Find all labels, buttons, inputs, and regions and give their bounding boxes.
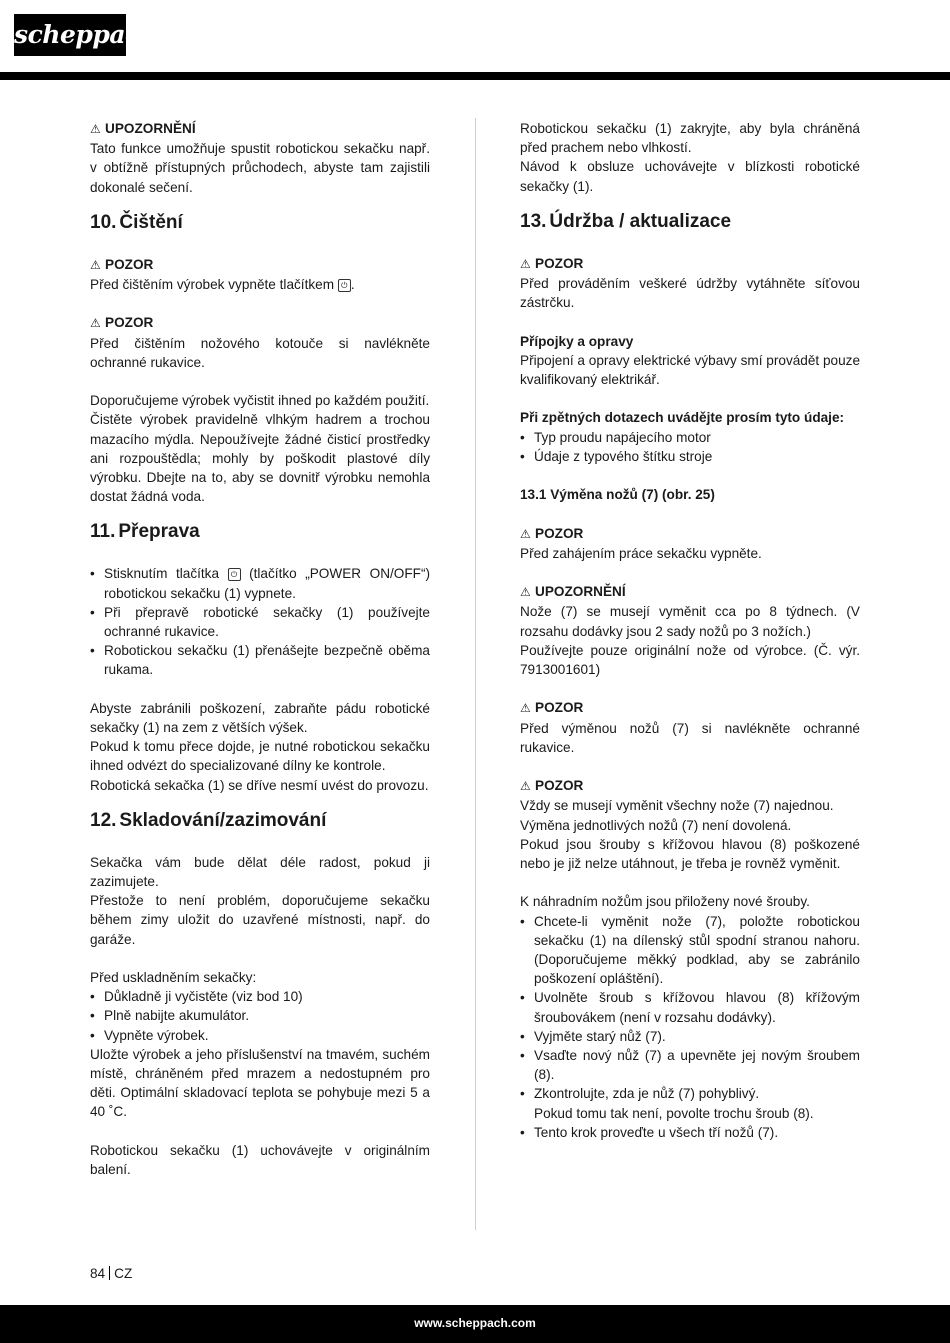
list-item: • Tento krok proveďte u všech tří nožů (7). (520, 1123, 860, 1142)
warning-icon: ⚠ (520, 256, 531, 271)
footer-bar (0, 1305, 950, 1343)
warning-heading: ⚠ POZOR (90, 255, 430, 275)
list-item: • Plně nabijte akumulátor. (90, 1006, 430, 1025)
website-link[interactable]: www.scheppach.com (414, 1316, 536, 1330)
paragraph: Čistěte výrobek pravidelně vlhkým hadrem a trochou mazacího mýdla. Nepoužívejte žádné čisticí prostředky ani rozpouštědla; mohly by poškodit plastové díly výrobku. Dbejte na to, aby se dovnitř výrobku nemohla dostat žádná voda. (90, 412, 430, 505)
paragraph: Robotická sekačka (1) se dříve nesmí uvést do provozu. (90, 777, 429, 793)
list-item: • Důkladně ji vyčistěte (viz bod 10) (90, 987, 430, 1006)
paragraph: Před uskladněním sekačky: (90, 970, 257, 986)
page-number: 84 CZ (90, 1266, 133, 1281)
list-item: • Při přepravě robotické sekačky (1) používejte ochranné rukavice. (90, 603, 430, 641)
warning-icon: ⚠ (520, 526, 531, 541)
warning-heading: ⚠ POZOR (520, 698, 860, 718)
subsection-heading-13-1: 13.1 Výměna nožů (7) (obr. 25) (520, 487, 715, 503)
bullet-list (90, 564, 430, 679)
paragraph: Návod k obsluze uchovávejte v blízkosti robotické sekačky (1). (520, 159, 860, 194)
left-column (90, 119, 430, 1179)
list-item: • Typ proudu napájecího motor (520, 428, 860, 447)
list-item: • Chcete-li vyměnit nože (7), položte robotickou sekačku (1) na dílenský stůl spodní stranou nahoru. (Doporučujeme měkký podklad, aby se zabránilo poškození opláštění). (520, 912, 860, 989)
power-button-icon: ⏻ (338, 279, 351, 292)
list-item: • Zkontrolujte, zda je nůž (7) pohyblivý. Pokud tomu tak není, povolte trochu šroub (8). (520, 1084, 860, 1122)
bullet-list (520, 428, 860, 466)
paragraph: Uložte výrobek a jeho příslušenství na tmavém, suchém místě, chráněném před mrazem a nedostupném pro děti. Optimální skladovací teplota se pohybuje mezi 5 a 40 ˚C. (90, 1046, 430, 1120)
paragraph: Sekačka vám bude dělat déle radost, pokud ji zazimujete. (90, 854, 430, 890)
list-item: • Údaje z typového štítku stroje (520, 447, 860, 466)
section-heading-13: 13. Údržba / aktualizace (520, 210, 732, 232)
warning-heading: ⚠ POZOR (90, 313, 430, 333)
warning-icon: ⚠ (520, 779, 531, 794)
warning-icon: ⚠ (520, 701, 531, 716)
list-item: • Vyjměte starý nůž (7). (520, 1027, 860, 1046)
section-heading-12: 12. Skladování/zazimování (90, 809, 327, 831)
warning-text: Vždy se musejí vyměnit všechny nože (7) najednou. (520, 798, 834, 814)
subheading: Přípojky a opravy (520, 333, 634, 349)
warning-icon: ⚠ (90, 122, 101, 136)
list-item: • Uvolněte šroub s křížovou hlavou (8) křížovým šroubovákem (není v rozsahu dodávky). (520, 988, 860, 1026)
power-button-icon: ⏻ (228, 568, 241, 581)
paragraph: Doporučujeme výrobek vyčistit ihned po každém použití. (90, 393, 430, 409)
subheading: Při zpětných dotazech uvádějte prosím tyto údaje: (520, 410, 845, 426)
warning-text: Před prováděním veškeré údržby vytáhněte síťovou zástrčku. (520, 276, 860, 311)
section-heading-11: 11. Přeprava (90, 521, 200, 543)
warning-heading: ⚠ UPOZORNĚNÍ (90, 119, 430, 139)
page-header (0, 0, 950, 80)
warning-icon: ⚠ (90, 257, 101, 272)
column-divider (475, 118, 476, 1230)
warning-text: Používejte pouze originální nože od výrobce. (Č. výr. 7913001601) (520, 642, 860, 677)
list-item: • Vypněte výrobek. (90, 1026, 430, 1045)
bullet-list (520, 912, 860, 1142)
warning-text: Nože (7) se musejí vyměnit cca po 8 týdnech. (V rozsahu dodávky jsou 2 sady nožů po 3 nožích.) (520, 604, 860, 639)
warning-text: Pokud jsou šrouby s křížovou hlavou (8) poškozené nebo je již nelze utáhnout, je třeba je rovněž vyměnit. (520, 836, 860, 871)
warning-text: Před zahájením práce sekačku vypněte. (520, 545, 762, 561)
warning-text: Před výměnou nožů (7) si navlékněte ochranné rukavice. (520, 720, 860, 755)
header-rule (0, 72, 950, 80)
section-heading-10: 10. Čištění (90, 211, 183, 233)
warning-text: Výměna jednotlivých nožů (7) není dovolená. (520, 817, 792, 833)
warning-heading: ⚠ POZOR (520, 524, 860, 544)
scheppach-logo: scheppach (14, 14, 126, 56)
paragraph: Přestože to není problém, doporučujeme sekačku během zimy uložit do uzavřené místnosti, např. do garáže. (90, 893, 430, 947)
list-item: • Vsaďte nový nůž (7) a upevněte jej novým šroubem (8). (520, 1046, 860, 1084)
paragraph: Pokud k tomu přece dojde, je nutné robotickou sekačku ihned odvézt do specializované dílny ke kontrole. (90, 739, 430, 774)
warning-text: Před čištěním výrobek vypněte tlačítkem ⏻ . (90, 277, 355, 293)
right-column (520, 119, 860, 1142)
paragraph: K náhradním nožům jsou přiloženy nové šrouby. (520, 894, 810, 910)
separator (109, 1266, 110, 1280)
warning-icon: ⚠ (520, 585, 531, 600)
warning-text: Před čištěním nožového kotouče si navlékněte ochranné rukavice. (90, 335, 430, 370)
list-item: • Robotickou sekačku (1) přenášejte bezpečně oběma rukama. (90, 641, 430, 679)
paragraph: Připojení a opravy elektrické výbavy smí provádět pouze kvalifikovaný elektrikář. (520, 352, 861, 388)
list-item: • Stisknutím tlačítka ⏻ (tlačítko „POWER ON/OFF“) robotickou sekačku (1) vypnete. (90, 564, 430, 602)
paragraph: Robotickou sekačku (1) uchovávejte v originálním balení. (90, 1142, 430, 1178)
paragraph: Abyste zabránili poškození, zabraňte pádu robotické sekačky (1) na zem z větších výšek. (90, 700, 430, 736)
warning-heading: ⚠ POZOR (520, 776, 860, 796)
paragraph: Robotickou sekačku (1) zakryjte, aby byla chráněná před prachem nebo vlhkostí. (520, 121, 860, 156)
bullet-list (90, 987, 430, 1045)
warning-text: Tato funkce umožňuje spustit robotickou sekačku např. v obtížně přístupných průchodech, abyste tam zajistili dokonalé sečení. (90, 141, 430, 195)
warning-heading: ⚠ UPOZORNĚNÍ (520, 582, 860, 602)
warning-heading: ⚠ POZOR (520, 254, 860, 274)
warning-icon: ⚠ (90, 316, 101, 331)
